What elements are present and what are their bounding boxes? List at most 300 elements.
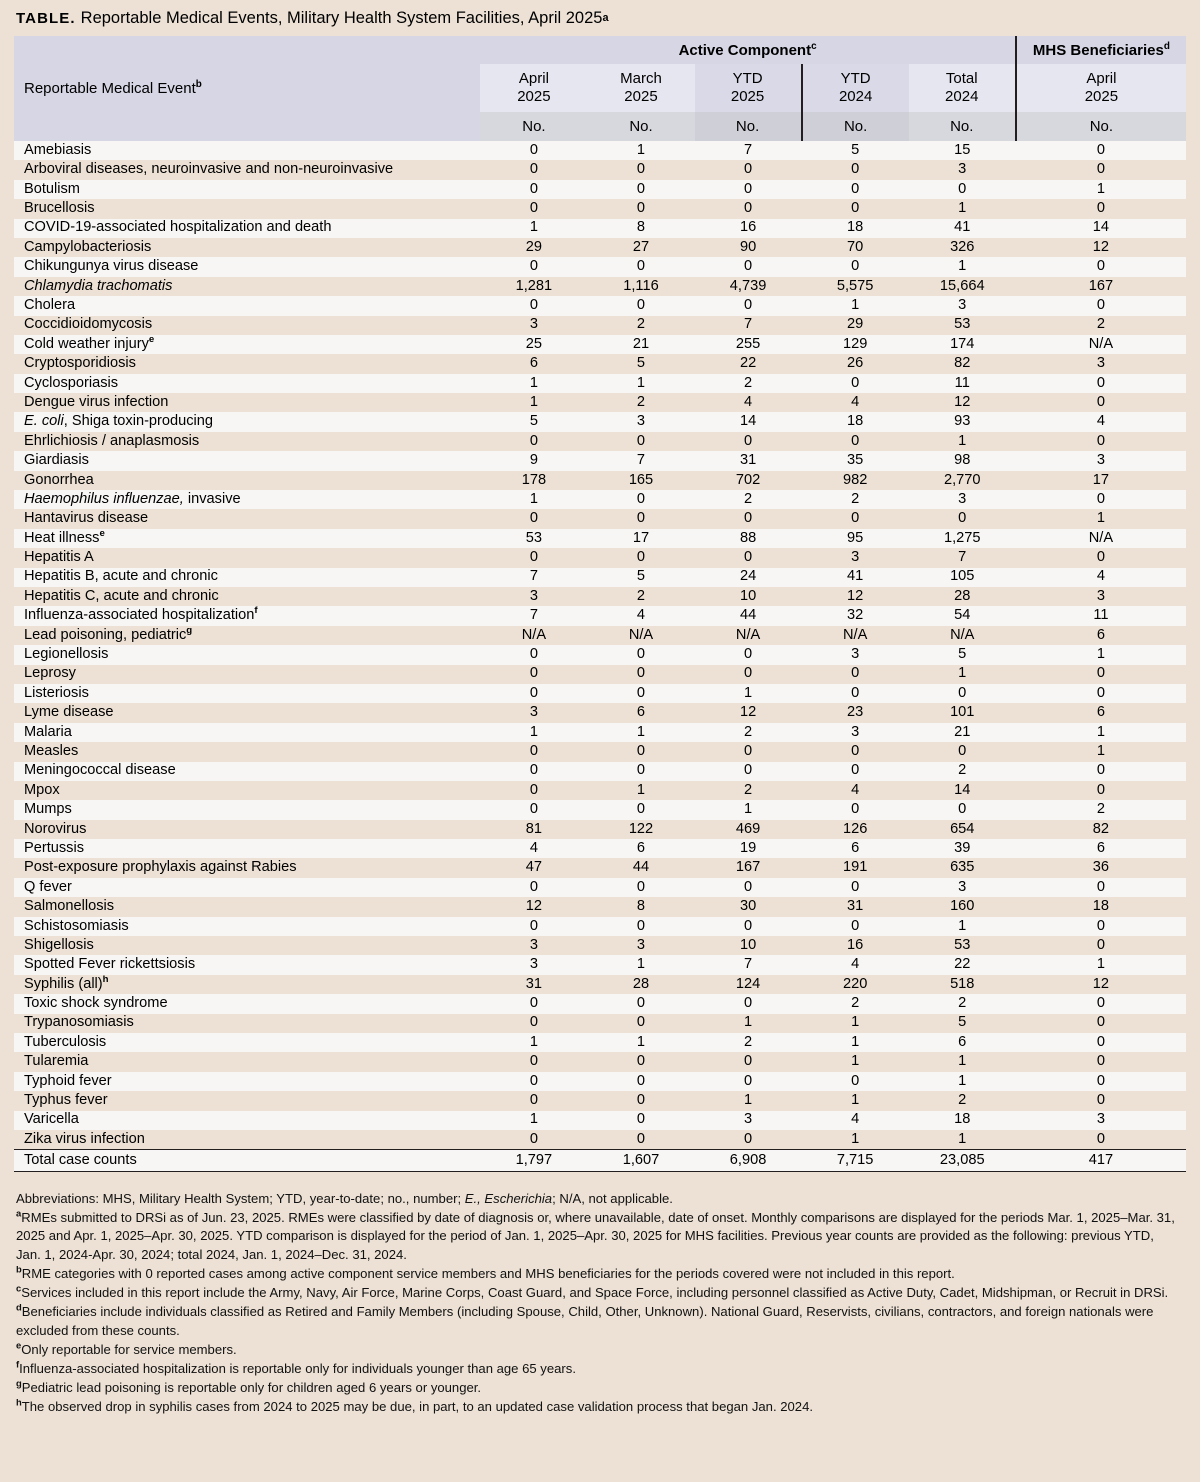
- row-value-col-2: 0: [587, 432, 694, 451]
- row-value-col-4: 191: [802, 858, 909, 877]
- row-value-col-5: 3: [909, 296, 1016, 315]
- row-value-col-1: 7: [480, 568, 587, 587]
- row-value-col-2: N/A: [587, 626, 694, 645]
- row-value-col-4: 23: [802, 703, 909, 722]
- row-value-col-4: 18: [802, 219, 909, 238]
- row-value-col-2: 0: [587, 917, 694, 936]
- row-value-col-2: 0: [587, 645, 694, 664]
- row-value-col-1: N/A: [480, 626, 587, 645]
- row-value-col-1: 178: [480, 471, 587, 490]
- table-row: [14, 160, 1186, 179]
- row-value-col-2: 5: [587, 568, 694, 587]
- row-value-col-6: 6: [1016, 703, 1186, 722]
- table-row: [14, 587, 1186, 606]
- footnote-marker: d: [16, 1301, 22, 1313]
- row-value-col-5: 5: [909, 1014, 1016, 1033]
- row-value-col-5: 174: [909, 335, 1016, 354]
- row-value-col-2: 0: [587, 994, 694, 1013]
- table-row: [14, 626, 1186, 645]
- row-value-col-4: 16: [802, 936, 909, 955]
- row-event-italic: Haemophilus influenzae,: [24, 490, 184, 507]
- row-value-col-6: 3: [1016, 354, 1186, 373]
- row-value-col-5: 2: [909, 1091, 1016, 1110]
- row-value-col-3: 7: [695, 955, 802, 974]
- header-group-mhs-label: MHS Beneficiaries: [1032, 41, 1164, 59]
- row-value-col-4: 982: [802, 471, 909, 490]
- row-value-col-1: 1,281: [480, 277, 587, 296]
- table-row: [14, 509, 1186, 528]
- footnote-item: $^h$The observed drop in syphilis cases from 2024 to 2025 may be due, in part, to an updated case validation process that began Jan. 2024.: [16, 1396, 813, 1415]
- row-value-col-2: 6: [587, 839, 694, 858]
- row-value-col-3: 0: [695, 180, 802, 199]
- row-value-col-2: 0: [587, 1072, 694, 1091]
- row-event-label: Post-exposure prophylaxis against Rabies: [14, 858, 480, 877]
- row-value-col-3: 255: [695, 335, 802, 354]
- row-event-label: Cholera: [14, 296, 480, 315]
- footnote-marker: c: [16, 1282, 22, 1294]
- row-value-col-5: 1: [909, 257, 1016, 276]
- row-value-col-5: 53: [909, 316, 1016, 335]
- row-value-col-3: 22: [695, 354, 802, 373]
- row-value-col-6: 4: [1016, 568, 1186, 587]
- row-value-col-5: 2,770: [909, 471, 1016, 490]
- row-value-col-4: 1: [802, 1014, 909, 1033]
- row-value-col-6: 0: [1016, 917, 1186, 936]
- row-value-col-4: 0: [802, 180, 909, 199]
- row-value-col-5: 654: [909, 820, 1016, 839]
- row-value-col-5: 3: [909, 490, 1016, 509]
- row-value-col-5: 0: [909, 180, 1016, 199]
- row-event-label: Varicella: [14, 1111, 480, 1130]
- row-value-col-1: 0: [480, 1014, 587, 1033]
- table-row: [14, 548, 1186, 567]
- row-value-col-6: 0: [1016, 296, 1186, 315]
- abbreviations-tail: ; N/A, not applicable.: [552, 1190, 673, 1206]
- row-value-col-6: 0: [1016, 994, 1186, 1013]
- row-value-col-5: 0: [909, 742, 1016, 761]
- row-value-col-2: 17: [587, 529, 694, 548]
- header-group-mhs-beneficiaries: [1016, 36, 1186, 64]
- row-value-col-6: 0: [1016, 393, 1186, 412]
- row-event-superscript: h: [102, 973, 109, 985]
- row-value-col-4: 0: [802, 374, 909, 393]
- row-value-col-1: 3: [480, 955, 587, 974]
- row-value-col-3: 0: [695, 917, 802, 936]
- row-event-label: Coccidioidomycosis: [14, 316, 480, 335]
- row-event-label: Q fever: [14, 878, 480, 897]
- row-event-label: Typhus fever: [14, 1091, 480, 1110]
- row-value-col-3: 0: [695, 762, 802, 781]
- row-value-col-2: 0: [587, 490, 694, 509]
- row-value-col-5: 12: [909, 393, 1016, 412]
- row-value-col-3: 14: [695, 412, 802, 431]
- row-value-col-3: 19: [695, 839, 802, 858]
- table-row: [14, 1091, 1186, 1110]
- header-event-label: Reportable Medical Event: [24, 80, 196, 97]
- row-value-col-3: 30: [695, 897, 802, 916]
- row-value-col-6: 17: [1016, 471, 1186, 490]
- row-value-col-6: 0: [1016, 1033, 1186, 1052]
- row-value-col-4: 5: [802, 141, 909, 160]
- header-group-row: [14, 36, 1186, 64]
- row-value-col-4: 4: [802, 955, 909, 974]
- table-title: TABLE. Reportable Medical Events, Military Health System Facilities, April 2025 a: [16, 8, 609, 27]
- row-value-col-2: 122: [587, 820, 694, 839]
- row-value-col-6: 3: [1016, 1111, 1186, 1130]
- table-row: [14, 897, 1186, 916]
- table-row: [14, 393, 1186, 412]
- row-value-col-2: 0: [587, 257, 694, 276]
- row-value-col-5: 3: [909, 878, 1016, 897]
- row-value-col-6: 6: [1016, 839, 1186, 858]
- row-value-col-3: 12: [695, 703, 802, 722]
- row-value-col-5: 98: [909, 451, 1016, 470]
- row-value-col-4: 0: [802, 509, 909, 528]
- header-unit-total-2024: No.: [909, 112, 1016, 141]
- row-value-col-1: 0: [480, 1072, 587, 1091]
- row-event-italic: E. coli: [24, 413, 64, 430]
- row-value-col-3: 0: [695, 432, 802, 451]
- row-event-label: Haemophilus influenzae, invasive: [14, 490, 480, 509]
- row-value-col-4: 129: [802, 335, 909, 354]
- row-value-col-3: 124: [695, 975, 802, 994]
- row-value-col-5: 93: [909, 412, 1016, 431]
- row-value-col-4: 0: [802, 432, 909, 451]
- reportable-medical-events-table: [14, 36, 1186, 1172]
- table-row: [14, 316, 1186, 335]
- row-value-col-6: 0: [1016, 374, 1186, 393]
- row-value-col-5: 160: [909, 897, 1016, 916]
- row-value-col-5: 5: [909, 645, 1016, 664]
- footnote-item: $^e$Only reportable for service members.: [16, 1339, 237, 1357]
- row-value-col-2: 5: [587, 354, 694, 373]
- row-value-col-3: 2: [695, 723, 802, 742]
- row-value-col-4: 6: [802, 839, 909, 858]
- row-value-col-3: 10: [695, 936, 802, 955]
- row-value-col-1: 0: [480, 645, 587, 664]
- footnote-list: [16, 1209, 1182, 1417]
- header-period-line2: 2025: [624, 88, 658, 105]
- row-value-col-4: 4: [802, 393, 909, 412]
- row-value-col-3: 0: [695, 160, 802, 179]
- header-group-active-component: [480, 36, 1015, 64]
- row-value-col-4: 41: [802, 568, 909, 587]
- row-value-col-2: 2: [587, 316, 694, 335]
- row-value-col-1: 0: [480, 917, 587, 936]
- row-value-col-4: 4: [802, 1111, 909, 1130]
- table-row: [14, 238, 1186, 257]
- total-value-col-4: 7,715: [802, 1149, 909, 1171]
- table-row: [14, 296, 1186, 315]
- row-value-col-2: 4: [587, 606, 694, 625]
- header-period-april-2025: [480, 64, 587, 112]
- row-value-col-6: 0: [1016, 1052, 1186, 1071]
- table-row: [14, 917, 1186, 936]
- row-value-col-1: 0: [480, 1052, 587, 1071]
- table-row: [14, 762, 1186, 781]
- row-event-label: Tularemia: [14, 1052, 480, 1071]
- row-event-label: Influenza-associated hospitalization$^f$: [14, 606, 480, 625]
- row-value-col-3: 0: [695, 1052, 802, 1071]
- row-value-col-1: 0: [480, 548, 587, 567]
- table-row: [14, 412, 1186, 431]
- row-value-col-3: 469: [695, 820, 802, 839]
- row-value-col-3: 3: [695, 1111, 802, 1130]
- row-value-col-2: 8: [587, 897, 694, 916]
- row-value-col-1: 1: [480, 723, 587, 742]
- row-value-col-1: 12: [480, 897, 587, 916]
- row-value-col-4: 26: [802, 354, 909, 373]
- abbreviations-label: Abbreviations:: [16, 1190, 99, 1206]
- row-value-col-2: 2: [587, 587, 694, 606]
- row-event-label: Pertussis: [14, 839, 480, 858]
- row-value-col-4: 3: [802, 548, 909, 567]
- row-value-col-1: 0: [480, 296, 587, 315]
- row-value-col-1: 3: [480, 936, 587, 955]
- header-group-active-label: Active Component: [678, 41, 812, 59]
- table-row: [14, 1072, 1186, 1091]
- table-row: [14, 568, 1186, 587]
- row-value-col-4: 29: [802, 316, 909, 335]
- row-value-col-4: 0: [802, 762, 909, 781]
- row-value-col-3: 10: [695, 587, 802, 606]
- row-value-col-1: 53: [480, 529, 587, 548]
- row-value-col-4: 0: [802, 160, 909, 179]
- header-unit-ytd-2024: No.: [802, 112, 909, 141]
- table-row: [14, 994, 1186, 1013]
- table-row: [14, 645, 1186, 664]
- row-value-col-4: 2: [802, 994, 909, 1013]
- row-event-label: Chikungunya virus disease: [14, 257, 480, 276]
- row-event-label: [14, 277, 480, 296]
- row-value-col-1: 0: [480, 509, 587, 528]
- table-row: [14, 451, 1186, 470]
- row-value-col-1: 31: [480, 975, 587, 994]
- row-value-col-3: 7: [695, 141, 802, 160]
- table-row: [14, 529, 1186, 548]
- row-value-col-5: 15: [909, 141, 1016, 160]
- row-value-col-3: 31: [695, 451, 802, 470]
- table-row: [14, 199, 1186, 218]
- row-value-col-3: 1: [695, 1091, 802, 1110]
- footnote-item: $^d$Beneficiaries include individuals classified as Retired and Family Members (including Spouse, Child, Other, Unknown). National Guard, Reservists, civilians, contractors, and foreign nationals were excluded from these counts.: [16, 1301, 1154, 1338]
- row-value-col-2: 3: [587, 936, 694, 955]
- table-row: [14, 180, 1186, 199]
- header-period-line1: April: [1086, 70, 1117, 88]
- table-row: [14, 975, 1186, 994]
- row-value-col-6: 11: [1016, 606, 1186, 625]
- header-period-line2: 2024: [838, 88, 873, 105]
- table-row: [14, 277, 1186, 296]
- row-value-col-1: 0: [480, 665, 587, 684]
- table-row: [14, 1130, 1186, 1149]
- row-value-col-3: 0: [695, 199, 802, 218]
- row-event-label: Syphilis (all)$^h$: [14, 975, 480, 994]
- row-event-label: Legionellosis: [14, 645, 480, 664]
- row-value-col-5: 82: [909, 354, 1016, 373]
- row-event-label: Mumps: [14, 800, 480, 819]
- abbreviations-italic: E., Escherichia: [464, 1190, 553, 1206]
- table-row: [14, 432, 1186, 451]
- row-event-label: Typhoid fever: [14, 1072, 480, 1091]
- row-event-label: Lead poisoning, pediatric$^g$: [14, 626, 480, 645]
- table-row: [14, 839, 1186, 858]
- row-value-col-3: 2: [695, 1033, 802, 1052]
- row-value-col-4: 0: [802, 665, 909, 684]
- row-value-col-5: 1,275: [909, 529, 1016, 548]
- row-value-col-2: 0: [587, 509, 694, 528]
- table-row: [14, 354, 1186, 373]
- row-value-col-1: 1: [480, 393, 587, 412]
- table-row: [14, 490, 1186, 509]
- row-value-col-3: N/A: [695, 626, 802, 645]
- header-period-line2: 2025: [517, 88, 551, 105]
- row-value-col-2: 165: [587, 471, 694, 490]
- row-event-label: Botulism: [14, 180, 480, 199]
- row-value-col-3: 2: [695, 374, 802, 393]
- row-value-col-3: 2: [695, 490, 802, 509]
- row-value-col-4: 0: [802, 684, 909, 703]
- row-value-col-3: 44: [695, 606, 802, 625]
- row-value-col-5: 54: [909, 606, 1016, 625]
- row-value-col-1: 0: [480, 432, 587, 451]
- row-event-label: Hepatitis C, acute and chronic: [14, 587, 480, 606]
- row-event-label: Leprosy: [14, 665, 480, 684]
- table-row: [14, 703, 1186, 722]
- header-period-line1: YTD: [840, 70, 871, 88]
- row-event-label: Hepatitis B, acute and chronic: [14, 568, 480, 587]
- footnote-marker: b: [16, 1263, 22, 1275]
- row-value-col-6: 1: [1016, 742, 1186, 761]
- row-value-col-2: 0: [587, 1111, 694, 1130]
- total-row-label: Total case counts: [14, 1149, 480, 1171]
- row-value-col-5: 1: [909, 917, 1016, 936]
- row-value-col-1: 0: [480, 800, 587, 819]
- table-body: [14, 141, 1186, 1171]
- row-value-col-2: 27: [587, 238, 694, 257]
- row-value-col-1: 6: [480, 354, 587, 373]
- row-value-col-5: 518: [909, 975, 1016, 994]
- row-value-col-5: 3: [909, 160, 1016, 179]
- row-event-label: Meningococcal disease: [14, 762, 480, 781]
- row-value-col-4: 2: [802, 490, 909, 509]
- total-row: [14, 1149, 1186, 1171]
- row-event-label: Toxic shock syndrome: [14, 994, 480, 1013]
- row-value-col-2: 1: [587, 781, 694, 800]
- footnote-marker: f: [16, 1358, 20, 1370]
- row-value-col-3: 0: [695, 645, 802, 664]
- row-value-col-6: 0: [1016, 762, 1186, 781]
- row-event-italic: Chlamydia trachomatis: [24, 277, 173, 294]
- table-head: [14, 36, 1186, 141]
- row-value-col-5: 41: [909, 219, 1016, 238]
- row-value-col-3: 0: [695, 665, 802, 684]
- row-value-col-6: 0: [1016, 1014, 1186, 1033]
- row-value-col-2: 0: [587, 1091, 694, 1110]
- row-value-col-4: 5,575: [802, 277, 909, 296]
- abbreviations-text: MHS, Military Health System; YTD, year-to-date; no., number;: [98, 1190, 465, 1206]
- row-value-col-3: 0: [695, 509, 802, 528]
- header-period-line1: Total: [945, 70, 978, 88]
- table-row: [14, 257, 1186, 276]
- row-value-col-4: 4: [802, 781, 909, 800]
- row-value-col-6: 0: [1016, 1072, 1186, 1091]
- row-value-col-5: 6: [909, 1033, 1016, 1052]
- header-group-active-superscript: c: [811, 40, 817, 52]
- row-event-superscript: f: [254, 605, 258, 617]
- row-value-col-6: 0: [1016, 160, 1186, 179]
- row-event-label: Cyclosporiasis: [14, 374, 480, 393]
- row-event-superscript: g: [186, 624, 193, 636]
- table-title-text: Reportable Medical Events, Military Health System Facilities, April 2025: [80, 8, 603, 27]
- header-unit-april-2025: No.: [480, 112, 587, 141]
- row-value-col-5: 1: [909, 432, 1016, 451]
- row-value-col-1: 0: [480, 1130, 587, 1149]
- row-value-col-2: 0: [587, 762, 694, 781]
- row-value-col-2: 0: [587, 800, 694, 819]
- row-value-col-2: 0: [587, 199, 694, 218]
- row-value-col-5: 1: [909, 1130, 1016, 1149]
- row-value-col-6: 0: [1016, 490, 1186, 509]
- table-row: [14, 1014, 1186, 1033]
- row-value-col-2: 0: [587, 160, 694, 179]
- row-event-label: Campylobacteriosis: [14, 238, 480, 257]
- row-value-col-5: 0: [909, 684, 1016, 703]
- table-row: [14, 858, 1186, 877]
- row-value-col-6: 1: [1016, 509, 1186, 528]
- row-value-col-4: 0: [802, 742, 909, 761]
- table-title-kicker: TABLE.: [16, 9, 76, 27]
- row-value-col-4: 3: [802, 723, 909, 742]
- row-value-col-1: 0: [480, 994, 587, 1013]
- row-value-col-3: 167: [695, 858, 802, 877]
- row-value-col-1: 0: [480, 878, 587, 897]
- row-value-col-1: 0: [480, 199, 587, 218]
- footnote-marker: a: [16, 1207, 22, 1219]
- row-value-col-3: 1: [695, 1014, 802, 1033]
- row-value-col-6: 0: [1016, 936, 1186, 955]
- row-value-col-6: 0: [1016, 684, 1186, 703]
- row-value-col-2: 1: [587, 374, 694, 393]
- row-value-col-6: 1: [1016, 645, 1186, 664]
- table-row: [14, 955, 1186, 974]
- row-value-col-1: 4: [480, 839, 587, 858]
- row-value-col-5: 21: [909, 723, 1016, 742]
- row-value-col-3: 16: [695, 219, 802, 238]
- row-event-label: Cryptosporidiosis: [14, 354, 480, 373]
- row-value-col-6: 3: [1016, 587, 1186, 606]
- row-event-label: Gonorrhea: [14, 471, 480, 490]
- row-value-col-5: 0: [909, 509, 1016, 528]
- row-value-col-2: 1: [587, 723, 694, 742]
- row-value-col-4: 70: [802, 238, 909, 257]
- header-event-cell: [14, 36, 480, 141]
- header-event-superscript: b: [195, 79, 202, 90]
- row-value-col-4: 35: [802, 451, 909, 470]
- row-value-col-2: 3: [587, 412, 694, 431]
- row-value-col-6: 1: [1016, 180, 1186, 199]
- table-row: [14, 800, 1186, 819]
- row-value-col-5: 105: [909, 568, 1016, 587]
- row-value-col-2: 8: [587, 219, 694, 238]
- row-value-col-4: 0: [802, 878, 909, 897]
- row-value-col-2: 0: [587, 1130, 694, 1149]
- header-unit-ytd-2025: No.: [695, 112, 802, 141]
- table-row: [14, 374, 1186, 393]
- row-value-col-5: 11: [909, 374, 1016, 393]
- footnote-item: $^c$Services included in this report include the Army, Navy, Air Force, Marine Corps, Coast Guard, and Space Force, including personnel classified as Active Duty, Cadet, Midshipman, or Recruit in DRSi.: [16, 1282, 1169, 1301]
- table-row: [14, 820, 1186, 839]
